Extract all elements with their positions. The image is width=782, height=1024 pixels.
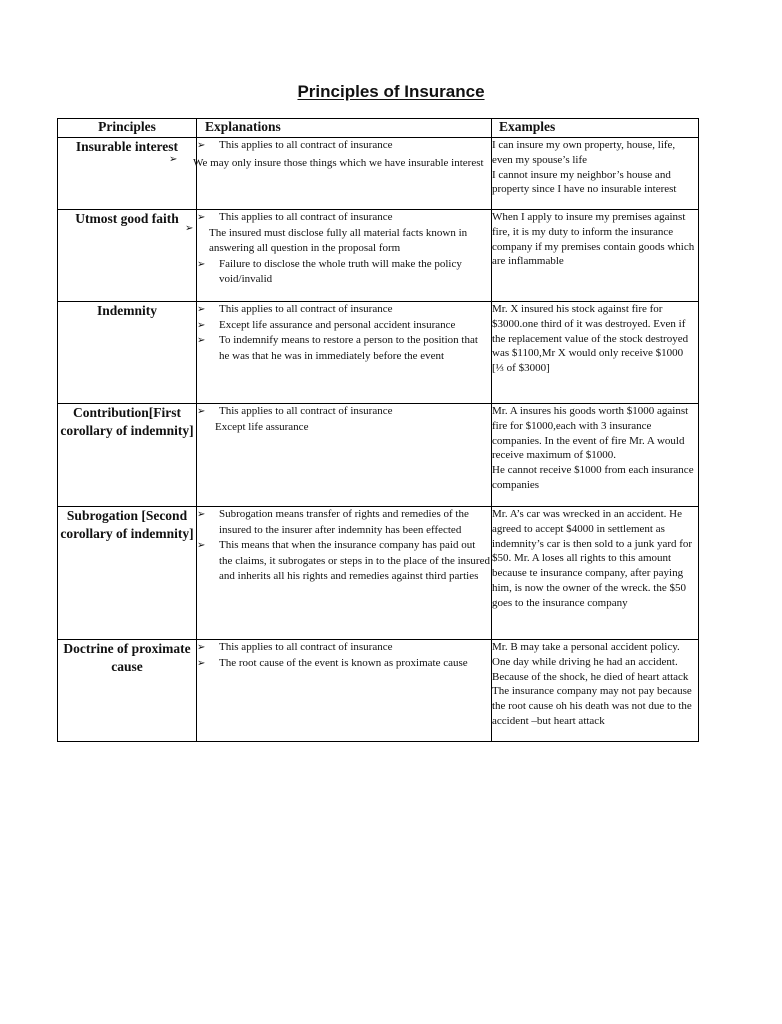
explanation-cell — [197, 404, 492, 507]
explanation-bullet: ➢ This applies to all contract of insurance — [197, 640, 491, 656]
explanation-bullet: ➢ The insured must disclose fully all material facts known in answering all question in the proposal form — [185, 222, 468, 254]
header-examples: Examples — [492, 119, 699, 138]
principle-cell: Insurable interest — [58, 138, 197, 210]
explanation-bullet: ➢ We may only insure those things which we have insurable interest — [169, 153, 484, 169]
explanation-cell — [185, 210, 492, 302]
example-cell: Mr. X insured his stock against fire for $3000.one third of it was destroyed. Even if the replacement value of the stock destroyed was $1100,Mr X would only receive $1000 [⅓ of $3000] — [492, 302, 699, 404]
explanation-bullet: ➢ This applies to all contract of insurance — [197, 210, 491, 226]
principle-cell: Subrogation [Second corollary of indemnity] — [58, 507, 197, 640]
header-explanations: Explanations — [197, 119, 492, 138]
table-row — [58, 210, 699, 302]
table-row — [58, 404, 699, 507]
explanation-bullet: ➢ This applies to all contract of insurance — [197, 404, 491, 420]
explanation-bullet: ➢ To indemnify means to restore a person to the position that he was that he was in immediately before the event — [197, 333, 491, 364]
principles-table — [57, 118, 699, 742]
principle-cell: Indemnity — [58, 302, 197, 404]
explanation-line: Except life assurance — [215, 420, 309, 433]
document-title: Principles of Insurance — [297, 82, 485, 101]
example-cell: When I apply to insure my premises against fire, it is my duty to inform the insurance company if my premises contain goods which are inflammable — [492, 210, 699, 302]
explanation-bullet: ➢ The root cause of the event is known as proximate cause — [197, 656, 491, 672]
principle-cell: Doctrine of proximate cause — [58, 640, 197, 742]
explanation-bullet: ➢ This applies to all contract of insurance — [197, 302, 491, 318]
explanation-bullet: ➢ This means that when the insurance company has paid out the claims, it subrogates or steps in to the place of the insured and inherits all his rights and remedies against third parties — [197, 538, 491, 585]
explanation-cell — [169, 138, 492, 210]
explanation-cell — [197, 507, 492, 640]
example-cell: I can insure my own property, house, life, even my spouse’s life I cannot insure my neighbor’s house and property since I have no insurable interest — [492, 138, 699, 210]
explanation-bullet: ➢ This applies to all contract of insurance — [197, 138, 491, 154]
arrow-bullet-icon: ➢ — [185, 222, 194, 234]
table-row — [58, 302, 699, 404]
example-cell: Mr. A’s car was wrecked in an accident. He agreed to accept $4000 in settlement as indemnity’s car is then sold to a junk yard for $50. Mr. A loses all rights to this amount because te insurance company, after paying him, is now the owner of the wreck. the $50 goes to the insurance company — [492, 507, 699, 640]
table-header-row — [58, 119, 699, 138]
table-row — [58, 507, 699, 640]
explanation-cell — [197, 640, 492, 742]
principle-cell: Contribution[First corollary of indemnity] — [58, 404, 197, 507]
arrow-bullet-icon: ➢ — [169, 153, 178, 165]
example-cell: Mr. A insures his goods worth $1000 against fire for $1000,each with 3 insurance companies. In the event of fire Mr. A would receive maximum of $1000. He cannot receive $1000 from each insurance companies — [492, 404, 699, 507]
explanation-bullet: ➢ Subrogation means transfer of rights and remedies of the insured to the insurer after indemnity has been effected — [197, 507, 491, 538]
example-cell: Mr. B may take a personal accident policy. One day while driving he had an accident. Because of the shock, he died of heart attack The insurance company may not pay because the root cause oh his death was not due to the accident –but heart attack — [492, 640, 699, 742]
explanation-bullet: ➢ Failure to disclose the whole truth will make the policy void/invalid — [197, 257, 491, 288]
explanation-cell — [197, 302, 492, 404]
table-row — [58, 138, 699, 210]
header-principles: Principles — [58, 119, 197, 138]
principle-cell: Utmost good faith — [58, 210, 197, 302]
explanation-bullet: ➢ Except life assurance and personal accident insurance — [197, 318, 491, 334]
table-row — [58, 640, 699, 742]
